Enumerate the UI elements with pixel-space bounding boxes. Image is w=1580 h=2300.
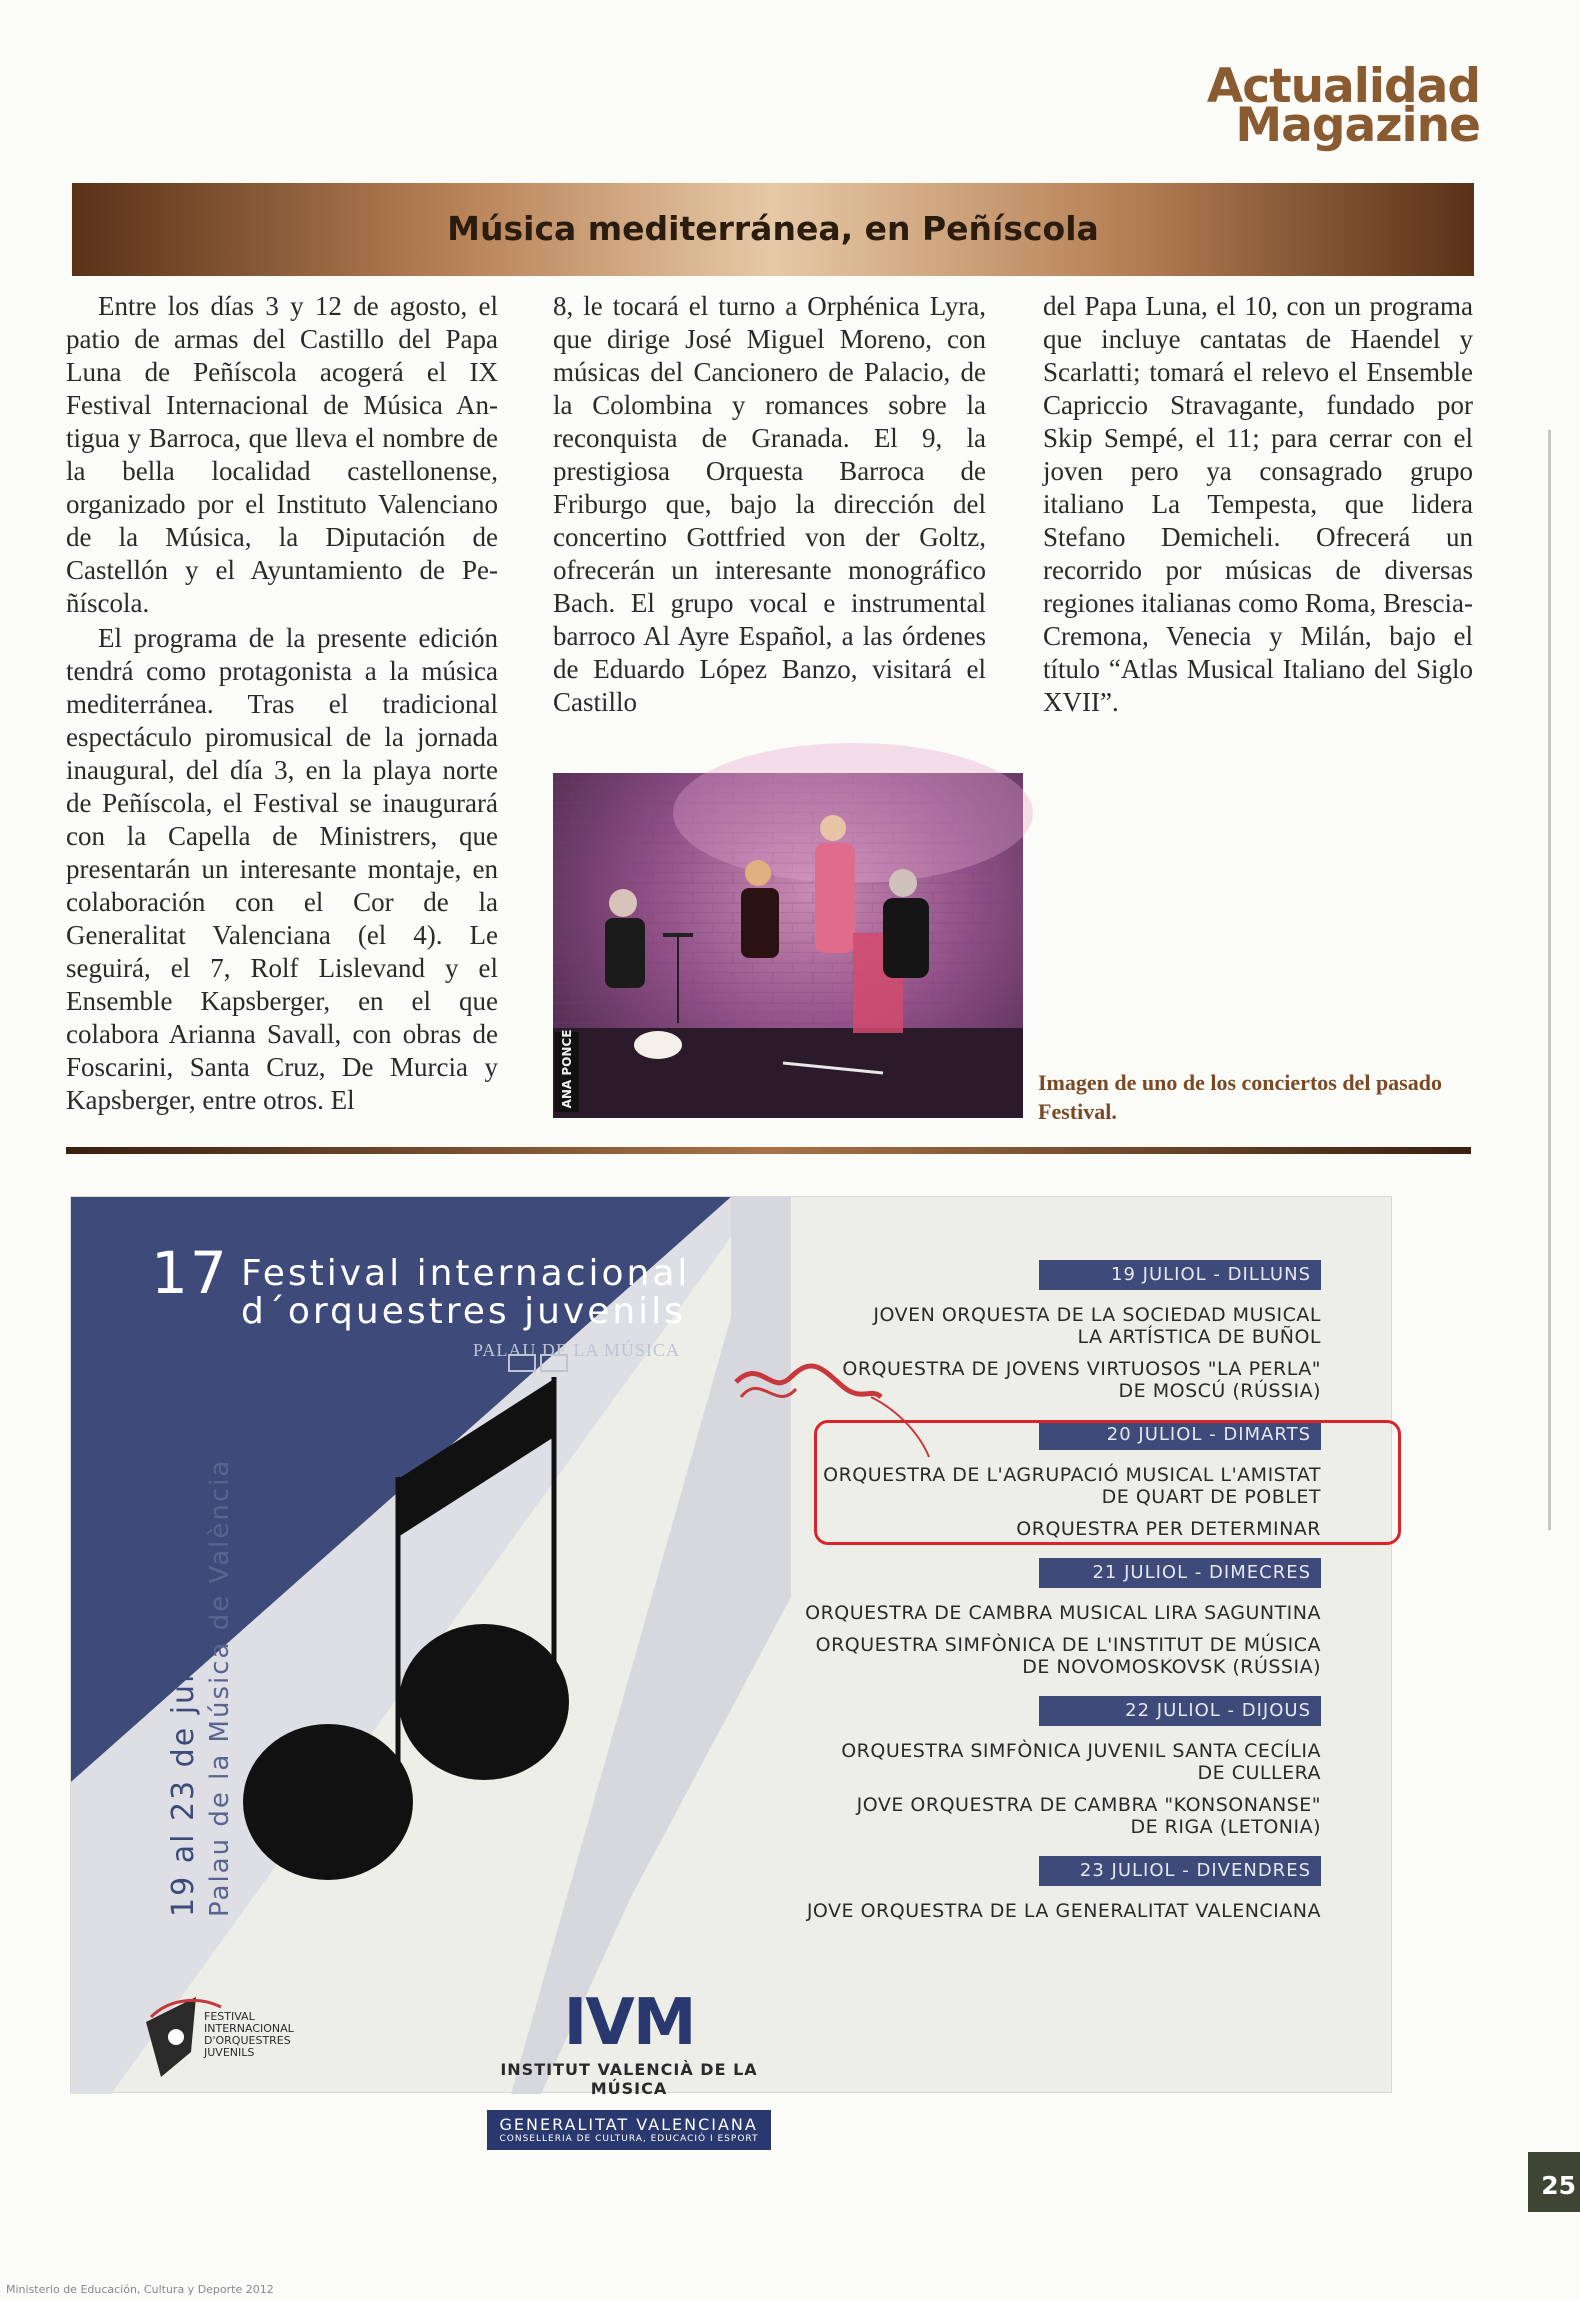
article-column-3	[1043, 290, 1473, 721]
schedule-day-label: 22 JULIOL - DIJOUS	[1039, 1696, 1321, 1726]
festival-logo-icon	[141, 1992, 201, 2082]
article-paragraph: del Papa Luna, el 10, con un programa que incluye cantatas de Haendel y Scarlatti; tomará el relevo el Ensemble Capriccio Stravagante, fundado por Skip Sempé, el 11; para cerrar con el joven pero ya consagrado grupo italiano La Tempesta, que lidera Stefano Demicheli. Ofrecerá un recorrido por músicas de diversas regiones italianas como Roma, Brescia-Cremona, Venecia y Milán, bajo el título “Atlas Musical Italiano del Siglo XVII”.	[1043, 291, 1473, 717]
schedule-entry-line: JOVE ORQUESTRA DE LA GENERALITAT VALENCIANA	[806, 1900, 1321, 1922]
festival-venue: Palau de la Música de València	[205, 1458, 235, 1917]
article-column-2	[553, 290, 986, 721]
festival-dates	[166, 1426, 235, 1917]
schedule-entry-line: JOVEN ORQUESTA DE LA SOCIEDAD MUSICAL	[873, 1304, 1321, 1326]
photo-credit: ANA PONCE	[560, 1029, 574, 1109]
section-divider	[66, 1147, 1471, 1154]
schedule-day-label: 23 JULIOL - DIVENDRES	[1039, 1856, 1321, 1886]
schedule-entry	[561, 1634, 1321, 1678]
generalitat-name: GENERALITAT VALENCIANA	[499, 2115, 758, 2134]
schedule-entry-line: DE QUART DE POBLET	[1101, 1486, 1321, 1508]
ivm-name: INSTITUT VALENCIÀ DE LA MÚSICA	[500, 2060, 758, 2098]
article-paragraph: 8, le tocará el turno a Orphénica Lyra, que dirige José Miguel Moreno, con músicas del Cancionero de Palacio, de la Colombina y romances sobre la reconquista de Granada. El 9, la prestigiosa Orquesta Barroca de Friburgo que, bajo la dirección del concertino Gottfried von der Goltz, ofrecerán un interesante monográfico Bach. El grupo vocal e instrumental barroco Al Ayre Español, a las órdenes de Eduardo López Banzo, visitará el Castillo	[553, 291, 986, 717]
festival-logo	[141, 1992, 294, 2082]
schedule-day-label: 21 JULIOL - DIMECRES	[1039, 1558, 1321, 1588]
article-column-1	[66, 290, 498, 1119]
festival-logo-text	[204, 2011, 294, 2059]
festival-advertisement	[70, 1196, 1392, 2144]
festival-title-line-2: d´orquestres juvenils	[241, 1291, 686, 1332]
festival-logo-line: INTERNACIONAL	[204, 2022, 294, 2035]
schedule-entry-line: JOVE ORQUESTRA DE CAMBRA "KONSONANSE"	[856, 1794, 1321, 1816]
brand-line-1: Actualidad	[1206, 59, 1480, 114]
highlight-annotation	[814, 1420, 1401, 1545]
schedule-day-label: 20 JULIOL - DIMARTS	[1039, 1420, 1321, 1450]
article-title-bar	[72, 183, 1474, 276]
schedule-day-block	[561, 1252, 1321, 1402]
page-number-badge	[1528, 2152, 1580, 2212]
schedule-entry-line: ORQUESTRA DE CAMBRA MUSICAL LIRA SAGUNTINA	[805, 1602, 1321, 1624]
schedule-entry	[561, 1304, 1321, 1348]
schedule-entry-line: LA ARTÍSTICA DE BUÑOL	[1077, 1326, 1321, 1348]
festival-title-line-1: Festival internacional	[241, 1253, 691, 1294]
schedule-entry-line: DE MOSCÚ (RÚSSIA)	[1118, 1380, 1321, 1402]
brand-line-2: Magazine	[1235, 97, 1480, 153]
schedule-entry-line: DE RIGA (LETONIA)	[1130, 1816, 1321, 1838]
festival-logo-line: D'ORQUESTRES	[204, 2034, 291, 2047]
festival-logo-line: FESTIVAL	[204, 2010, 255, 2023]
schedule-entry	[561, 1358, 1321, 1402]
photo-credit-badge	[555, 1029, 579, 1112]
ivm-logo: IVM	[563, 1986, 695, 2060]
schedule-entry-line: ORQUESTRA PER DETERMINAR	[1016, 1518, 1321, 1540]
schedule-day-block	[561, 1688, 1321, 1838]
page-number: 25	[1541, 2171, 1576, 2200]
festival-schedule	[561, 1252, 1321, 1932]
schedule-entry-line: ORQUESTRA SIMFÒNICA DE L'INSTITUT DE MÚSICA	[815, 1634, 1321, 1656]
page-edge-shadow	[1548, 430, 1551, 1530]
schedule-entry	[561, 1900, 1321, 1922]
article-paragraph: El programa de la presente edición tendrá como protagonista a la música mediterránea. Tras el tradicional espectáculo piromusical de la jornada inaugural, del día 3, en la playa norte de Peñíscola, el Festival se inaugurará con la Capella de Ministrers, que presentarán un interesante montaje, en colaboración con el Cor de la Generalitat Valenciana (el 4). Le seguirá, el 7, Rolf Lislevand y el Ensemble Kapsberger, en el que colabora Arianna Savall, con obras de Foscarini, Santa Cruz, De Murcia y Kapsberger, entre otros. El	[66, 623, 498, 1115]
generalitat-logo	[487, 2110, 770, 2150]
magazine-brand	[1206, 59, 1480, 153]
schedule-day-label: 19 JULIOL - DILLUNS	[1039, 1260, 1321, 1290]
ivm-sponsor-block	[479, 1986, 779, 2150]
festival-logo-line: JUVENILS	[204, 2046, 255, 2059]
concert-photo	[553, 773, 1023, 1118]
palau-label: PALAU DE LA MÚSICA	[473, 1340, 680, 1360]
schedule-entry	[561, 1740, 1321, 1784]
schedule-entry-line: ORQUESTRA SIMFÒNICA JUVENIL SANTA CECÍLIA	[841, 1740, 1321, 1762]
schedule-entry-line: DE NOVOMOSKOVSK (RÚSSIA)	[1022, 1656, 1321, 1678]
concert-photo-illustration	[553, 773, 1023, 1118]
schedule-day-block	[561, 1550, 1321, 1678]
festival-edition-number: 17	[151, 1239, 229, 1307]
schedule-entry-line: DE CULLERA	[1197, 1762, 1321, 1784]
schedule-entry	[561, 1602, 1321, 1624]
copyright-footer: Ministerio de Educación, Cultura y Deporte 2012	[6, 2283, 274, 2296]
article-title: Música mediterránea, en Peñíscola	[447, 209, 1099, 248]
schedule-entry	[561, 1794, 1321, 1838]
generalitat-subtitle: CONSELLERIA DE CULTURA, EDUCACIÓ I ESPORT	[499, 2134, 759, 2144]
schedule-entry-line: ORQUESTRA DE L'AGRUPACIÓ MUSICAL L'AMISTAT	[823, 1464, 1321, 1486]
article-paragraph: Entre los días 3 y 12 de agosto, el patio de armas del Castillo del Papa Luna de Peñíscola acogerá el IX Festival Internacional de Música Antigua y Barroca, que lleva el nombre de la bella localidad castellonense, organizado por el Instituto Valenciano de la Música, la Diputación de Castellón y el Ayuntamiento de Peñíscola.	[66, 291, 498, 618]
photo-caption: Imagen de uno de los conciertos del pasado Festival.	[1038, 1070, 1442, 1124]
schedule-day-block	[561, 1848, 1321, 1922]
festival-date-range: 19 al 23 de juliol 2004. 20 h.	[166, 1426, 201, 1917]
schedule-entry-line: ORQUESTRA DE JOVENS VIRTUOSOS "LA PERLA"	[842, 1358, 1321, 1380]
